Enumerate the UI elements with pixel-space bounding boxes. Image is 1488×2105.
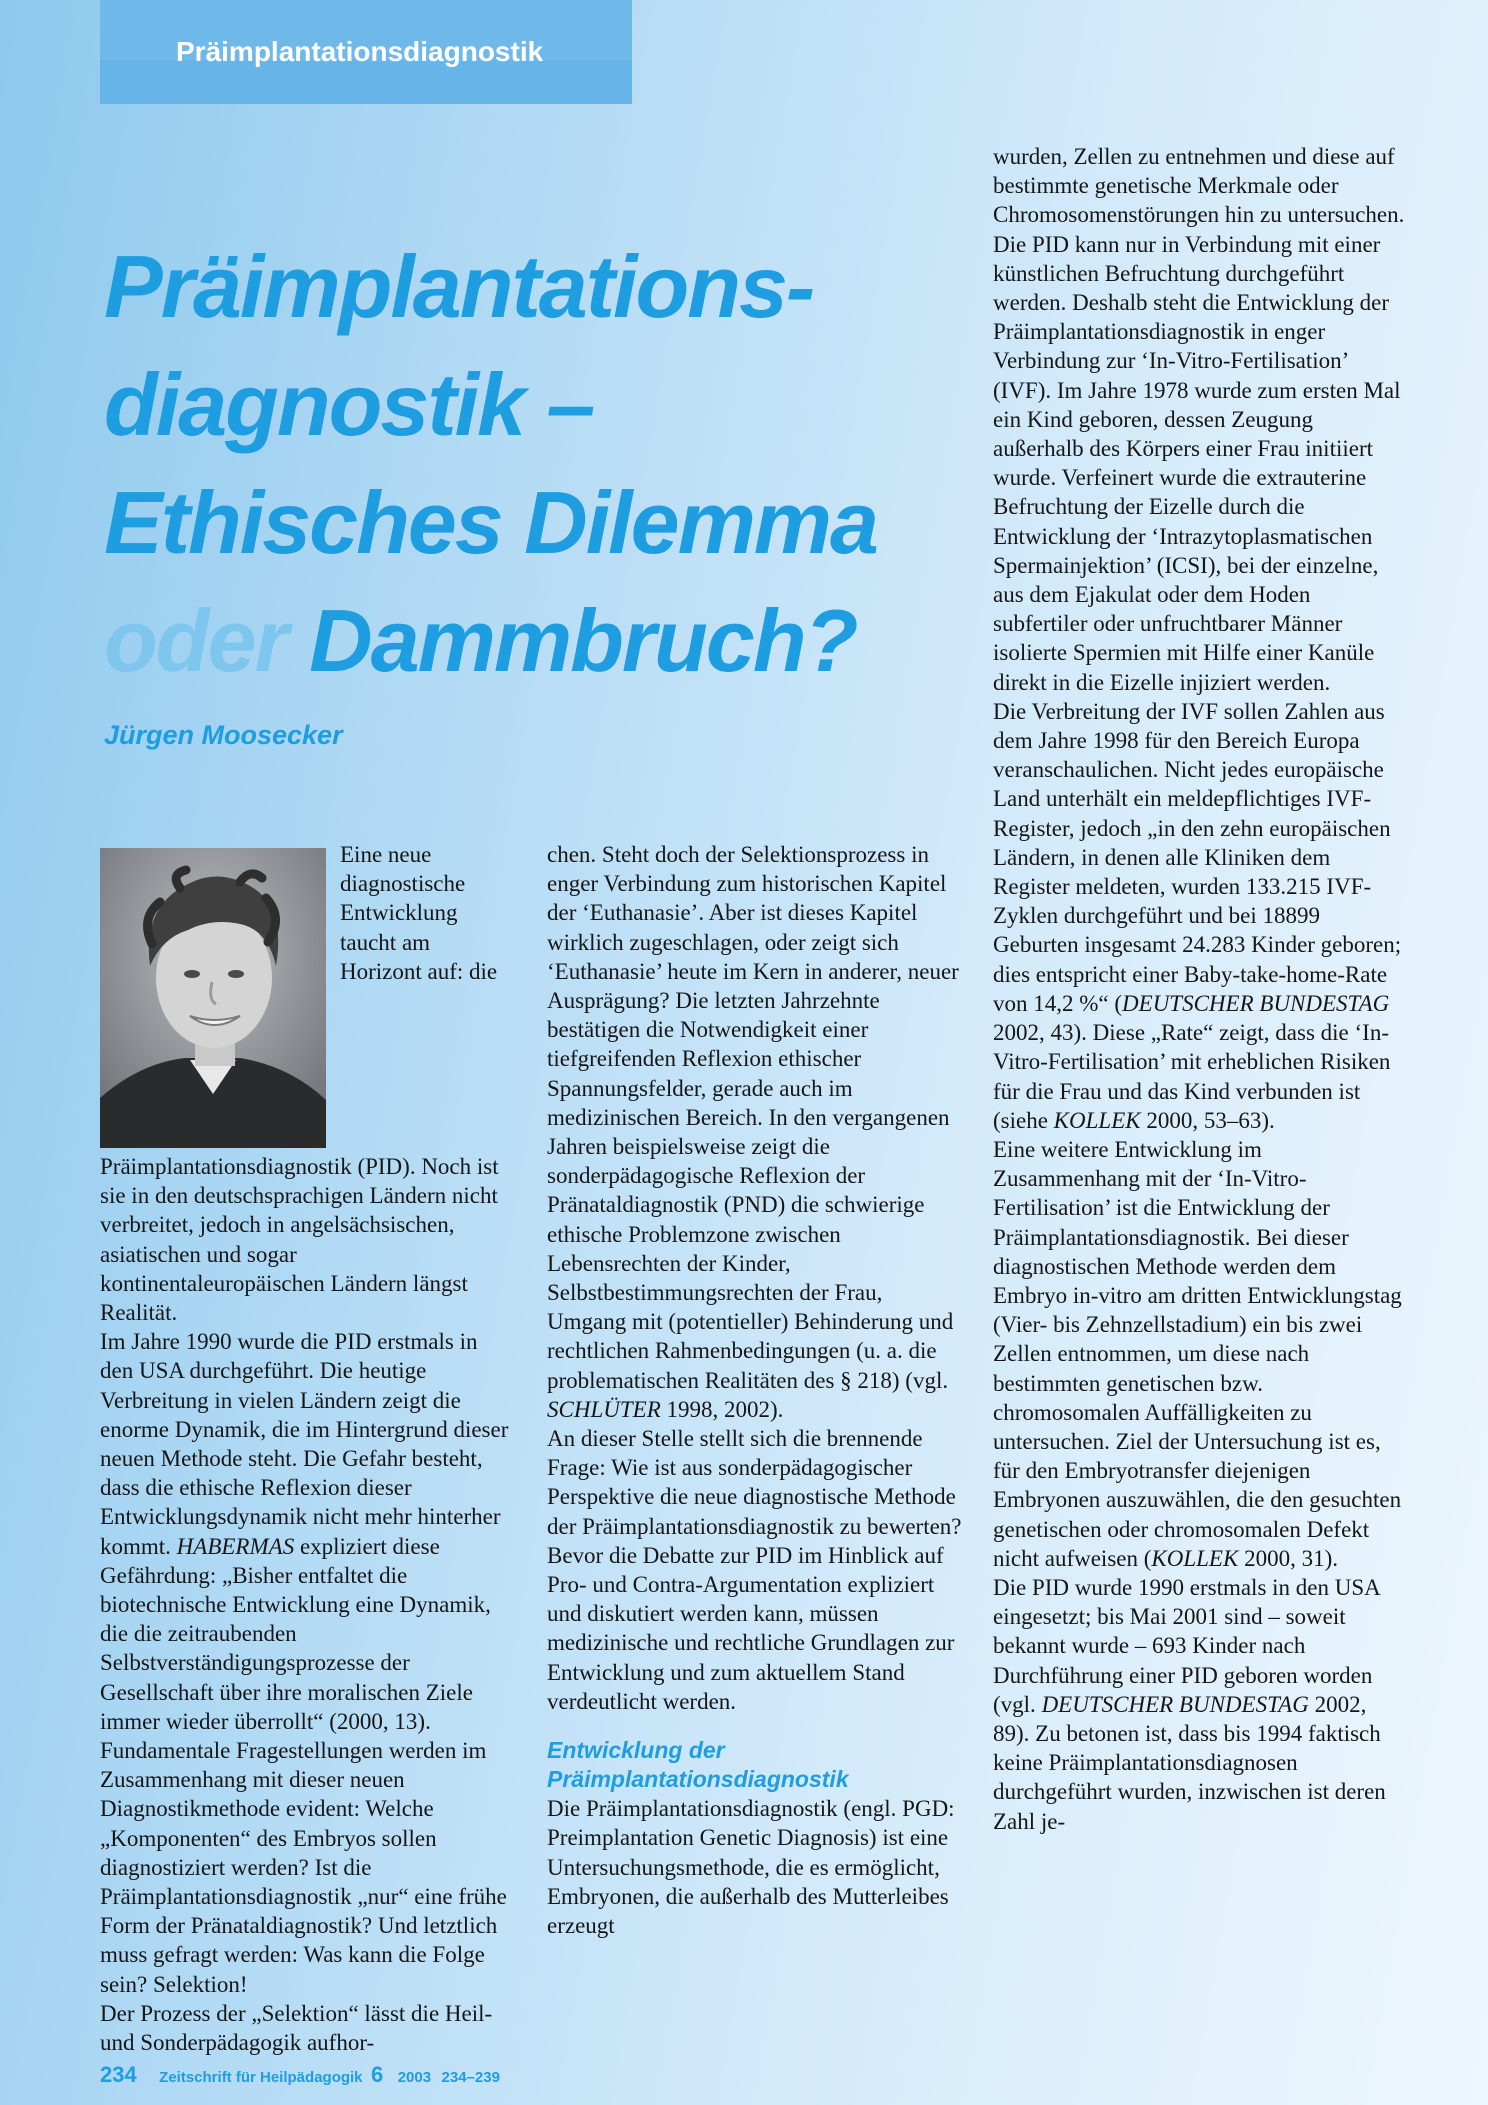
citation-kollek-2: KOLLEK bbox=[1151, 1545, 1239, 1571]
col2-paragraph-1: chen. Steht doch der Selektionsprozess in enger Verbindung zum historischen Kapitel der ‘Euthanasie’. Aber ist dieses Kapitel wirklich zugeschlagen, oder zeigt sich ‘Euthanasie’ heute im Kern in anderer, neuer Ausprägung? Die letzten Jahrzehnte bestätigen die Notwendigkeit einer tiefgreifenden Reflexion ethischer Spannungsfelder, gerade auch im medizinischen Bereich. In den vergangenen Jahren beispielsweise zeigt die sonderpädagogische Reflexion der Pränataldiagnostik (PND) die schwierige ethische Problemzone zwischen Lebensrechten der Kinder, Selbstbestimmungsrechten der Frau, Umgang mit (potentieller) Behinderung und rechtlichen Rahmenbedingungen (u. a. die problematischen Realitäten des § 218) (vgl. SCHLÜTER 1998, 2002). bbox=[547, 842, 959, 1422]
title-line-3: Ethisches Dilemma bbox=[104, 473, 877, 572]
author-name: Jürgen Moosecker bbox=[104, 720, 343, 750]
portrait-illustration bbox=[100, 848, 326, 1148]
col3-paragraph-4: Eine weitere Entwicklung im Zusammenhang mit der ‘In-Vitro-Fertilisation’ ist die Entwicklung der Präimplantationsdiagnostik. Bei dieser diagnostischen Methode werden dem Embryo in-vitro am dritten Entwicklungstag (Vier- bis Zehnzellstadium) ein bis zwei Zellen entnommen, um diese nach bestimmten genetischen bzw. chromosomalen Auffälligkeiten zu untersuchen. Ziel der Untersuchung ist es, für den Embryotransfer diejenigen Embryonen auszuwählen, die den gesuchten genetischen oder chromosomalen Defekt nicht aufweisen (KOLLEK 2000, 31). bbox=[993, 1136, 1402, 1571]
text-column-3 bbox=[993, 142, 1408, 1836]
citation-kollek: KOLLEK bbox=[1053, 1107, 1141, 1133]
citation-bundestag-2: DEUTSCHER BUNDESTAG bbox=[1041, 1691, 1309, 1717]
section-subheading: Entwicklung der Präimplantationsdiagnostik bbox=[547, 1737, 849, 1793]
page-footer bbox=[100, 2062, 500, 2088]
journal-year: 2003 bbox=[397, 2069, 432, 2086]
col3-paragraph-3: Die Verbreitung der IVF sollen Zahlen aus dem Jahre 1998 für den Bereich Europa veranschaulichen. Nicht jedes europäische Land unterhält ein meldepflichtiges IVF-Register, jedoch „in den zehn europäischen Ländern, in denen alle Kliniken dem Register meldeten, wurden 133.215 IVF-Zyklen durchgeführt und bei 18899 Geburten insgesamt 24.283 Kinder geboren; dies entspricht einer Baby-take-home-Rate von 14,2 %“ (DEUTSCHER BUNDESTAG 2002, 43). Diese „Rate“ zeigt, dass die ‘In-Vitro-Fertilisation’ mit erheblichen Risiken für die Frau und das Kind verbunden ist (siehe KOLLEK 2000, 53–63). bbox=[993, 698, 1402, 1133]
page-range: 234–239 bbox=[441, 2069, 500, 2086]
author-portrait-photo bbox=[100, 848, 326, 1148]
title-word-oder: oder bbox=[104, 591, 287, 690]
col3-paragraph-1: wurden, Zellen zu entnehmen und diese auf bestimmte genetische Merkmale oder Chromosomenstörungen hin zu untersuchen. bbox=[993, 144, 1405, 228]
citation-habermas: HABERMAS bbox=[176, 1533, 295, 1559]
article-title bbox=[104, 228, 884, 700]
col1-paragraph-1: Eine neue diagnostische Entwicklung taucht am Horizont auf: die Präimplantationsdiagnostik (PID). Noch ist sie in den deutschsprachigen Ländern nicht verbreitet, jedoch in angelsächsischen, asiatischen und sogar kontinentaleuropäischen Ländern längst Realität. bbox=[100, 842, 499, 1326]
journal-name: Zeitschrift für Heilpädagogik bbox=[159, 2069, 363, 2086]
col2-paragraph-3: Die Präimplantationsdiagnostik (engl. PGD: Preimplantation Genetic Diagnosis) ist eine Untersuchungsmethode, die es ermöglicht, Embryonen, die außerhalb des Mutterleibes erzeugt bbox=[547, 1796, 955, 1938]
citation-bundestag: DEUTSCHER BUNDESTAG bbox=[1122, 990, 1390, 1016]
section-header-label: Präimplantationsdiagnostik bbox=[176, 36, 544, 67]
col1-paragraph-2: Im Jahre 1990 wurde die PID erstmals in den USA durchgeführt. Die heutige Verbreitung in vielen Ländern zeigt die enorme Dynamik, die im Hintergrund dieser neuen Methode steht. Die Gefahr besteht, dass die ethische Reflexion dieser Entwicklungsdynamik nicht mehr hinterher kommt. HABERMAS expliziert diese Gefährdung: „Bisher entfaltet die biotechnische Entwicklung eine Dynamik, die die zeitraubenden Selbstverständigungsprozesse der Gesellschaft über ihre moralischen Ziele immer wieder überrollt“ (2000, 13). Fundamentale Fragestellungen werden im Zusammenhang mit dieser neuen Diagnostikmethode evident: Welche „Komponenten“ des Embryos sollen diagnostiziert werden? Ist die Präimplantationsdiagnostik „nur“ eine frühe Form der Pränataldiagnostik? Und letztlich muss gefragt werden: Was kann die Folge sein? Selektion! bbox=[100, 1329, 509, 1997]
col3-paragraph-2: Die PID kann nur in Verbindung mit einer künstlichen Befruchtung durchgeführt werden. Deshalb steht die Entwicklung der Präimplantationsdiagnostik in enger Verbindung zur ‘In-Vitro-Fertilisation’ (IVF). Im Jahre 1978 wurde zum ersten Mal ein Kind geboren, dessen Zeugung außerhalb des Körpers einer Frau initiiert wurde. Verfeinert wurde die extrauterine Befruchtung der Eizelle durch die Entwicklung der ‘Intrazytoplasmatischen Spermainjektion’ (ICSI), bei der einzelne, aus dem Ejakulat oder dem Hoden subfertiler oder unfruchtbarer Männer isolierte Spermien mit Hilfe einer Kanüle direkt in die Eizelle injiziert werden. bbox=[993, 231, 1401, 695]
title-line-1: Präimplantations- bbox=[104, 237, 814, 336]
col1-paragraph-3: Der Prozess der „Selektion“ lässt die Heil- und Sonderpädagogik aufhor- bbox=[100, 2000, 493, 2056]
col3-paragraph-5: Die PID wurde 1990 erstmals in den USA eingesetzt; bis Mai 2001 sind – soweit bekannt wurde – 693 Kinder nach Durchführung einer PID geboren worden (vgl. DEUTSCHER BUNDESTAG 2002, 89). Zu betonen ist, dass bis 1994 faktisch keine Präimplantationsdiagnosen durchgeführt wurden, inzwischen ist deren Zahl je- bbox=[993, 1574, 1386, 1834]
title-word-dammbruch: Dammbruch? bbox=[309, 591, 857, 690]
citation-schlueter: SCHLÜTER bbox=[547, 1396, 661, 1422]
title-line-4 bbox=[104, 582, 884, 700]
title-line-2: diagnostik – bbox=[104, 355, 594, 454]
col2-paragraph-2: An dieser Stelle stellt sich die brennende Frage: Wie ist aus sonderpädagogischer Perspektive die neue diagnostische Methode der Präimplantationsdiagnostik zu bewerten? Bevor die Debatte zur PID im Hinblick auf Pro- und Contra-Argumentation expliziert und diskutiert werden kann, müssen medizinische und rechtliche Grundlagen zur Entwicklung und zum aktuellem Stand verdeutlicht werden. bbox=[547, 1426, 962, 1714]
issue-number: 6 bbox=[370, 2062, 384, 2087]
text-column-2 bbox=[547, 840, 962, 1940]
text-column-1 bbox=[100, 840, 515, 2057]
page-number: 234 bbox=[100, 2062, 137, 2087]
